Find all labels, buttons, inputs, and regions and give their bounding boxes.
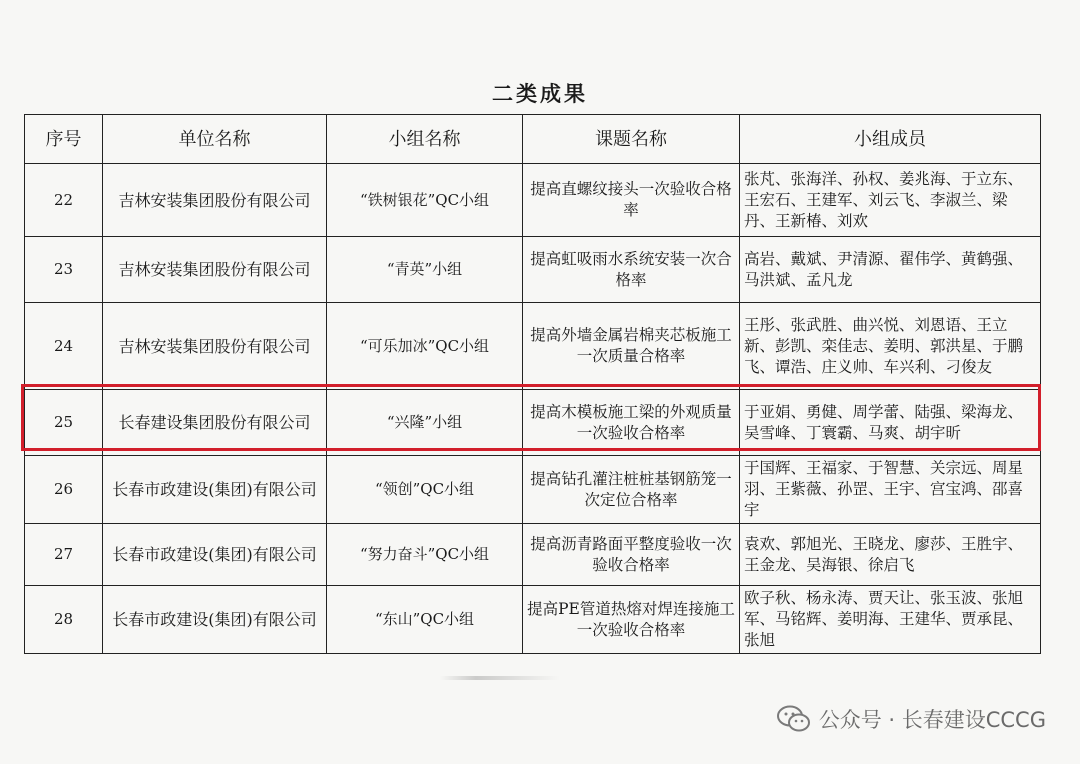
header-members: 小组成员 — [740, 115, 1041, 164]
row-members: 袁欢、郭旭光、王晓龙、廖莎、王胜宇、王金龙、吴海银、徐启飞 — [740, 524, 1041, 586]
row-unit: 长春市政建设(集团)有限公司 — [103, 456, 327, 524]
table-row — [25, 303, 1041, 390]
row-unit: 长春建设集团股份有限公司 — [103, 390, 327, 456]
header-seq: 序号 — [25, 115, 103, 164]
row-unit: 长春市政建设(集团)有限公司 — [103, 586, 327, 654]
header-unit: 单位名称 — [103, 115, 327, 164]
watermark — [777, 704, 1046, 734]
page-title: 二类成果 — [492, 81, 588, 106]
row-members: 王彤、张武胜、曲兴悦、刘恩语、王立新、彭凯、栾佳志、姜明、郭洪星、于鹏飞、谭浩、庄义帅、车兴利、刁俊友 — [740, 303, 1041, 390]
header-topic: 课题名称 — [523, 115, 740, 164]
row-members: 张芃、张海洋、孙权、姜兆海、于立东、王宏石、王建军、刘云飞、李淑兰、梁丹、王新椿、刘欢 — [740, 164, 1041, 237]
row-unit: 吉林安装集团股份有限公司 — [103, 237, 327, 303]
row-topic: 提高外墙金属岩棉夹芯板施工一次质量合格率 — [523, 303, 740, 390]
row-group: “东山”QC小组 — [327, 586, 523, 654]
row-seq: 23 — [25, 237, 103, 303]
row-unit: 长春市政建设(集团)有限公司 — [103, 524, 327, 586]
row-topic: 提高木模板施工梁的外观质量一次验收合格率 — [523, 390, 740, 456]
row-seq: 27 — [25, 524, 103, 586]
row-topic: 提高直螺纹接头一次验收合格率 — [523, 164, 740, 237]
row-group: “努力奋斗”QC小组 — [327, 524, 523, 586]
table-row-highlighted — [25, 390, 1041, 456]
watermark-text: 公众号 · 长春建设CCCG — [818, 708, 1046, 732]
table-row — [25, 164, 1041, 237]
row-members: 于国辉、王福家、于智慧、关宗远、周星羽、王紫薇、孙罡、王宇、宫宝鸿、邵喜宇 — [740, 456, 1041, 524]
table-row — [25, 237, 1041, 303]
row-topic: 提高PE管道热熔对焊连接施工一次验收合格率 — [523, 586, 740, 654]
row-unit: 吉林安装集团股份有限公司 — [103, 164, 327, 237]
row-topic: 提高钻孔灌注桩桩基钢筋笼一次定位合格率 — [523, 456, 740, 524]
row-group: “可乐加冰”QC小组 — [327, 303, 523, 390]
wechat-icon — [777, 705, 811, 733]
row-group: “青英”小组 — [327, 237, 523, 303]
row-group: “领创”QC小组 — [327, 456, 523, 524]
row-seq: 24 — [25, 303, 103, 390]
row-unit: 吉林安装集团股份有限公司 — [103, 303, 327, 390]
row-topic: 提高虹吸雨水系统安装一次合格率 — [523, 237, 740, 303]
row-members: 于亚娟、勇健、周学蕾、陆强、梁海龙、吴雪峰、丁寰霸、马爽、胡宇昕 — [740, 390, 1041, 456]
header-group: 小组名称 — [327, 115, 523, 164]
row-group: “兴隆”小组 — [327, 390, 523, 456]
results-table — [24, 114, 1041, 654]
table-row — [25, 456, 1041, 524]
row-members: 高岩、戴斌、尹清源、翟伟学、黄鹤强、马洪斌、孟凡龙 — [740, 237, 1041, 303]
row-members: 欧子秋、杨永涛、贾天让、张玉波、张旭军、马铭辉、姜明海、王建华、贾承昆、张旭 — [740, 586, 1041, 654]
table-row — [25, 586, 1041, 654]
row-seq: 25 — [25, 390, 103, 456]
row-topic: 提高沥青路面平整度验收一次验收合格率 — [523, 524, 740, 586]
row-seq: 28 — [25, 586, 103, 654]
row-seq: 26 — [25, 456, 103, 524]
row-seq: 22 — [25, 164, 103, 237]
table-row — [25, 524, 1041, 586]
scan-artifact — [440, 676, 560, 680]
row-group: “铁树银花”QC小组 — [327, 164, 523, 237]
table-header-row — [25, 115, 1041, 164]
